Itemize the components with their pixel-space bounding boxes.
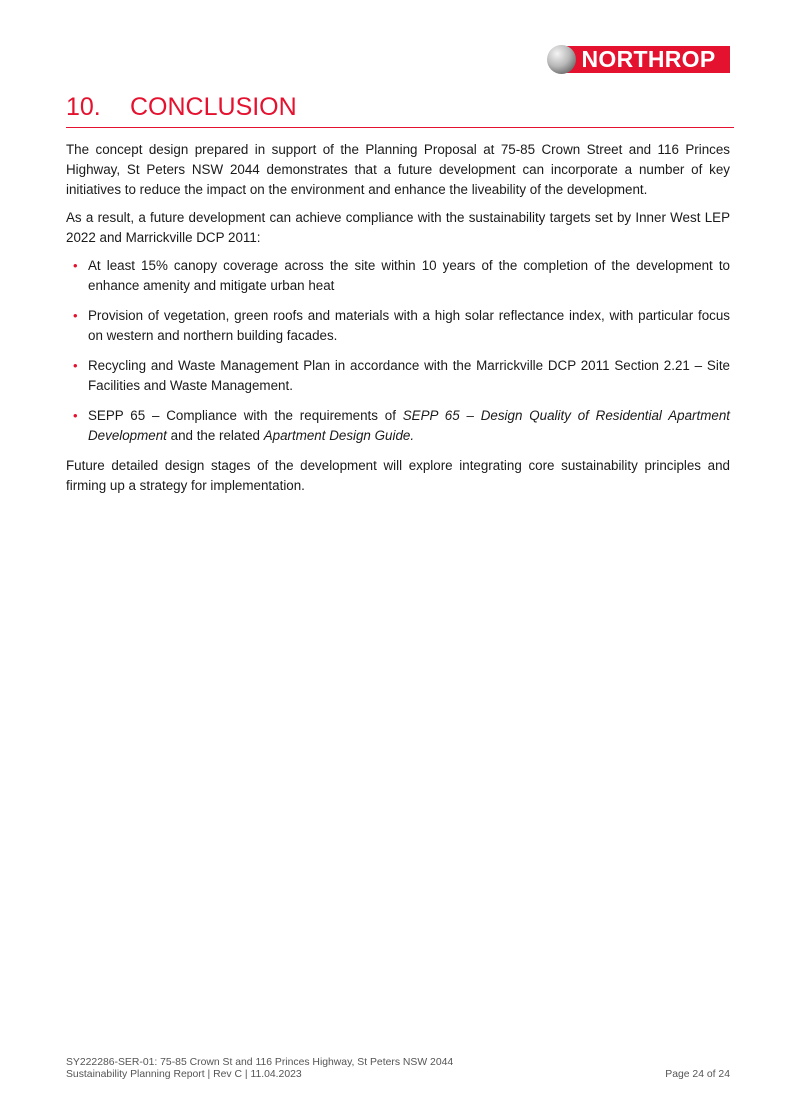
- intro-paragraph: The concept design prepared in support of the Planning Proposal at 75-85 Crown Street and 116 Princes Highway, St Peters NSW 2044 demonstrates that a future development can incorporate a number of key initiatives to reduce the impact on the environment and enhance the liveability of the development.: [66, 142, 730, 197]
- sepp-text-1: SEPP 65 – Compliance with the requirements of: [88, 408, 403, 423]
- sepp-italic-1: SEPP 65 – Design Quality of Residential Apartment Development: [88, 408, 730, 443]
- sepp-italic-2: Apartment Design Guide.: [263, 428, 415, 443]
- bullet-icon: •: [73, 408, 78, 423]
- footer-project-line: SY222286-SER-01: 75-85 Crown St and 116 Princes Highway, St Peters NSW 2044: [66, 1057, 454, 1068]
- logo-text: NORTHROP: [581, 46, 716, 72]
- section-number: 10.: [66, 93, 101, 121]
- list-item: [73, 406, 730, 446]
- footer-report-line: Sustainability Planning Report | Rev C | 11.04.2023: [66, 1069, 302, 1080]
- page-footer: [66, 1057, 730, 1081]
- page-number: Page 24 of 24: [665, 1069, 730, 1080]
- bullet-icon: •: [73, 258, 78, 273]
- section-title: CONCLUSION: [130, 93, 297, 121]
- list-item-text: At least 15% canopy coverage across the site within 10 years of the completion of the development to enhance amenity and mitigate urban heat: [88, 258, 730, 293]
- sepp-text-2: and the related: [166, 428, 264, 443]
- list-item: [73, 356, 730, 396]
- bullet-icon: •: [73, 358, 78, 373]
- closing-paragraph: Future detailed design stages of the development will explore integrating core sustainability principles and firming up a strategy for implementation.: [66, 458, 730, 493]
- result-paragraph: As a result, a future development can achieve compliance with the sustainability targets set by Inner West LEP 2022 and Marrickville DCP 2011:: [66, 210, 730, 245]
- list-item-text: Provision of vegetation, green roofs and materials with a high solar reflectance index, with particular focus on western and northern building facades.: [88, 308, 730, 343]
- bullet-icon: •: [73, 308, 78, 323]
- list-item: [73, 256, 730, 296]
- list-item: [73, 306, 730, 346]
- initiatives-list: [66, 256, 730, 446]
- body-content: [66, 140, 730, 504]
- section-heading: [66, 92, 734, 128]
- northrop-logo: [547, 44, 730, 75]
- list-item-text: Recycling and Waste Management Plan in accordance with the Marrickville DCP 2011 Section 2.21 – Site Facilities and Waste Management.: [88, 358, 730, 393]
